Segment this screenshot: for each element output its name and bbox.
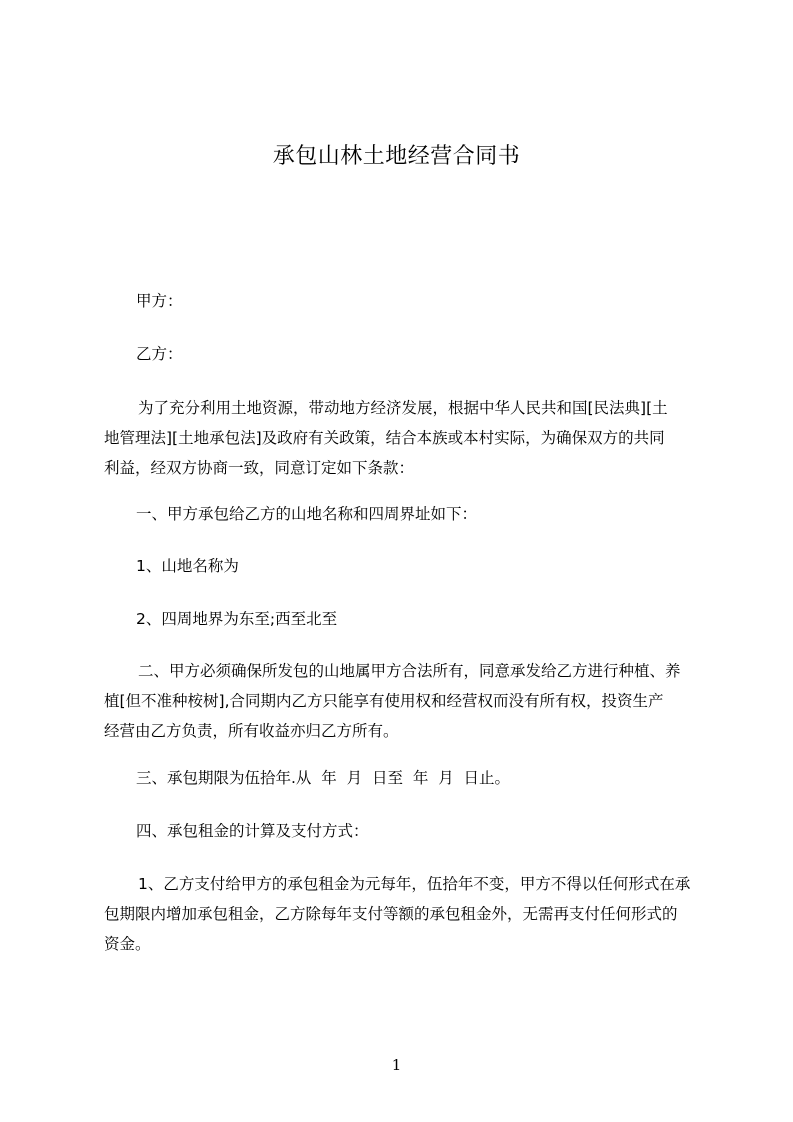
party-b-label bbox=[136, 339, 730, 369]
clause-3-text: 三、承包期限为伍拾年.从 年 月 日至 年 月 日止。 bbox=[136, 769, 511, 787]
preamble-line: 利益，经双方协商一致，同意订定如下条款： bbox=[104, 459, 415, 477]
preamble-paragraph bbox=[104, 393, 698, 483]
party-b-text: 乙方： bbox=[136, 345, 183, 363]
clause-1-item-2-text: 2、四周地界为东至;西至北至 bbox=[136, 610, 338, 628]
clause-2-paragraph bbox=[104, 656, 698, 746]
clause-1-item-1 bbox=[136, 551, 730, 581]
clause-4-item-1-line: 包期限内增加承包租金，乙方除每年支付等额的承包租金外，无需再支付任何形式的 bbox=[104, 905, 678, 923]
clause-4-item-1-line: 1、乙方支付给甲方的承包租金为元每年，伍拾年不变，甲方不得以任何形式在承 bbox=[138, 875, 691, 893]
clause-4-item-1-line: 资金。 bbox=[104, 935, 151, 953]
party-a-text: 甲方： bbox=[136, 292, 183, 310]
clause-2-line: 二、甲方必须确保所发包的山地属甲方合法所有，同意承发给乙方进行种植、养 bbox=[138, 662, 681, 680]
clause-1-heading bbox=[136, 499, 730, 529]
preamble-line: 地管理法][土地承包法]及政府有关政策，结合本族或本村实际，为确保双方的共同 bbox=[104, 429, 665, 447]
clause-4-item-1-paragraph bbox=[104, 869, 698, 959]
clause-1-item-2 bbox=[136, 604, 730, 634]
clause-4-heading-text: 四、承包租金的计算及支付方式： bbox=[136, 822, 369, 840]
clause-1-item-1-text: 1、山地名称为 bbox=[136, 557, 239, 575]
party-a-label bbox=[136, 286, 730, 316]
clause-1-heading-text: 一、甲方承包给乙方的山地名称和四周界址如下： bbox=[136, 505, 478, 523]
clause-3 bbox=[136, 763, 730, 793]
clause-2-line: 植[但不准种桉树],合同期内乙方只能享有使用权和经营权而没有所有权，投资生产 bbox=[104, 692, 664, 710]
preamble-line: 为了充分利用土地资源，带动地方经济发展，根据中华人民共和国[民法典][土 bbox=[138, 399, 668, 417]
clause-4-heading bbox=[136, 816, 730, 846]
document-title: 承包山林土地经营合同书 bbox=[272, 144, 521, 169]
page-number: 1 bbox=[391, 1056, 402, 1074]
clause-2-line: 经营由乙方负责，所有收益亦归乙方所有。 bbox=[104, 722, 399, 740]
